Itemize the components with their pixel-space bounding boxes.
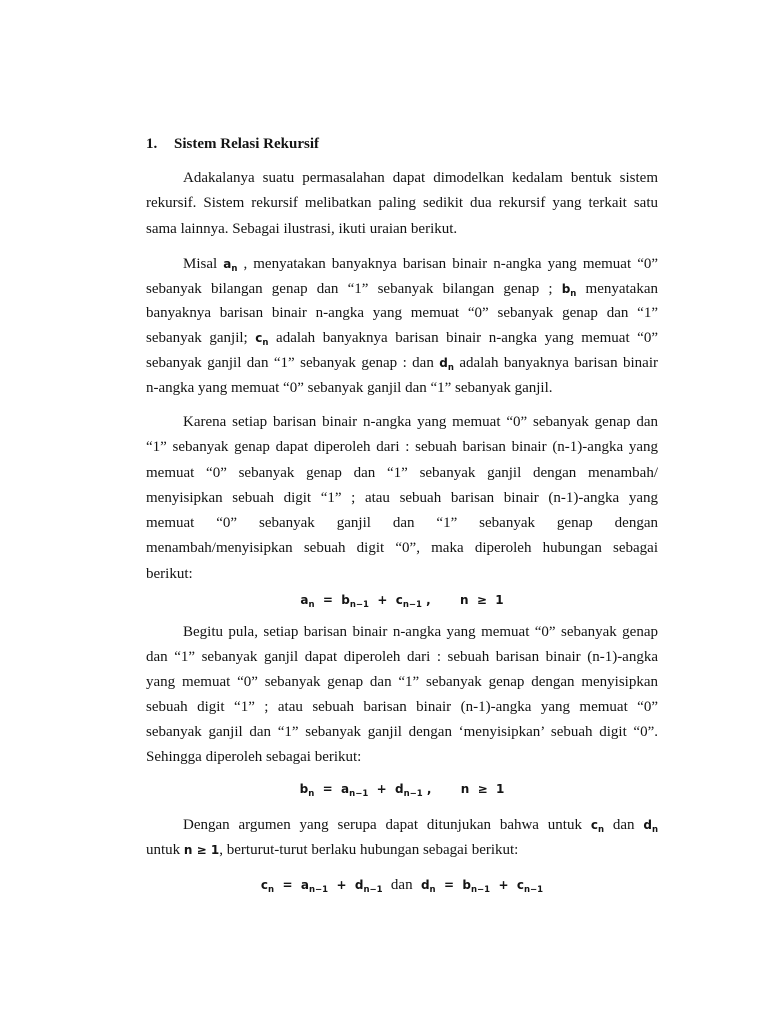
p2-text: sebanyak bilangan genap dan “1” sebanyak bilangan genap ;	[146, 281, 562, 297]
section-title: Sistem Relasi Rekursif	[174, 136, 319, 152]
p1-line-2: rekursif. Sistem rekursif melibatkan paling sedikit dua rekursif yang terkait satu	[146, 195, 658, 211]
equation-b-n: $b_n = a_{n-1} + d_{n-1}$ , n ≥ 1	[299, 782, 505, 799]
p3-line-3: memuat “0” sebanyak genap dan “1” sebanyak ganjil dengan menambah/	[146, 465, 658, 481]
symbol-c-n: $c_n$	[255, 331, 269, 348]
p3-line-2: “1” sebanyak genap dapat diperoleh dari : sebuah barisan binair (n-1)-angka yang	[146, 439, 658, 455]
p5-text: Dengan argumen yang serupa dapat ditunjukan bahwa untuk	[183, 817, 591, 833]
equation-a-n: $a_n = b_{n-1} + c_{n-1}$ , n ≥ 1	[300, 593, 504, 610]
symbol-b-n: $b_n$	[561, 282, 577, 299]
p4-line-1: Begitu pula, setiap barisan binair n-angka yang memuat “0” sebanyak genap	[183, 624, 658, 640]
p5-text: dan	[604, 817, 644, 833]
p2-text: menyatakan	[576, 281, 658, 297]
section-number: 1.	[146, 136, 158, 152]
p4-line-3: yang memuat “0” sebanyak genap dan “1” sebanyak genap dengan menyisipkan	[146, 674, 658, 690]
equation-c-n-d-n: $c_n = a_{n-1} + d_{n-1}$ dan $d_n = b_{n-1} + c_{n-1}$	[260, 877, 544, 895]
p4-line-4: sebuah digit “1” ; atau sebuah barisan binair (n-1)-angka yang memuat “0”	[146, 699, 658, 715]
p5-text: untuk	[146, 842, 184, 858]
p2-text: , menyatakan banyaknya barisan binair n-angka yang memuat “0”	[237, 256, 659, 272]
symbol-c-n: $c_n$	[590, 818, 604, 835]
p5-text: , berturut-turut berlaku hubungan sebagai berikut:	[219, 842, 519, 858]
p2-text: Misal	[183, 256, 224, 272]
p5-line-1	[183, 815, 658, 835]
p4-line-2: dan “1” sebanyak ganjil dapat diperoleh dari : sebuah barisan binair (n-1)-angka	[146, 649, 658, 665]
p3-line-5: memuat “0” sebanyak ganjil dan “1” sebanyak genap dengan	[146, 515, 658, 531]
p2-text: adalah banyaknya barisan binair	[453, 355, 658, 371]
p2-line-6: n-angka yang memuat “0” sebanyak ganjil dan “1” sebanyak ganjil.	[146, 380, 553, 396]
p3-line-4: menyisipkan sebuah digit “1” ; atau sebuah barisan binair (n-1)-angka yang	[146, 490, 658, 506]
p2-line-3: banyaknya barisan binair n-angka yang memuat “0” sebanyak genap dan “1”	[146, 305, 658, 321]
condition-n-ge-1: n ≥ 1	[183, 843, 220, 857]
p4-line-5: sebanyak ganjil dan “1” sebanyak ganjil dengan ‘menyisipkan’ sebuah digit “0”.	[146, 724, 658, 740]
p3-line-1: Karena setiap barisan binair n-angka yang memuat “0” sebanyak genap dan	[183, 414, 658, 430]
p2-line-5	[146, 353, 658, 373]
p1-line-3: sama lainnya. Sebagai ilustrasi, ikuti uraian berikut.	[146, 221, 458, 237]
p2-line-4	[146, 328, 658, 348]
symbol-d-n: $d_n$	[439, 356, 454, 373]
p5-line-2	[146, 840, 658, 860]
section-heading	[146, 136, 319, 153]
p2-text: sebanyak ganjil dan “1” sebanyak genap : dan	[146, 355, 440, 371]
p2-text: sebanyak ganjil;	[146, 330, 256, 346]
symbol-a-n: $a_n$	[223, 257, 238, 274]
p3-line-6: menambah/menyisipkan sebuah digit “0”, maka diperoleh hubungan sebagai	[146, 540, 658, 556]
p2-text: adalah banyaknya barisan binair n-angka yang memuat “0”	[268, 330, 658, 346]
symbol-d-n: $d_n$	[643, 818, 658, 835]
p2-line-1	[183, 254, 658, 274]
p4-line-6: Sehingga diperoleh sebagai berikut:	[146, 749, 362, 765]
p3-line-7: berikut:	[146, 566, 193, 582]
p2-line-2	[146, 279, 658, 299]
p1-line-1: Adakalanya suatu permasalahan dapat dimodelkan kedalam bentuk sistem	[183, 170, 658, 186]
